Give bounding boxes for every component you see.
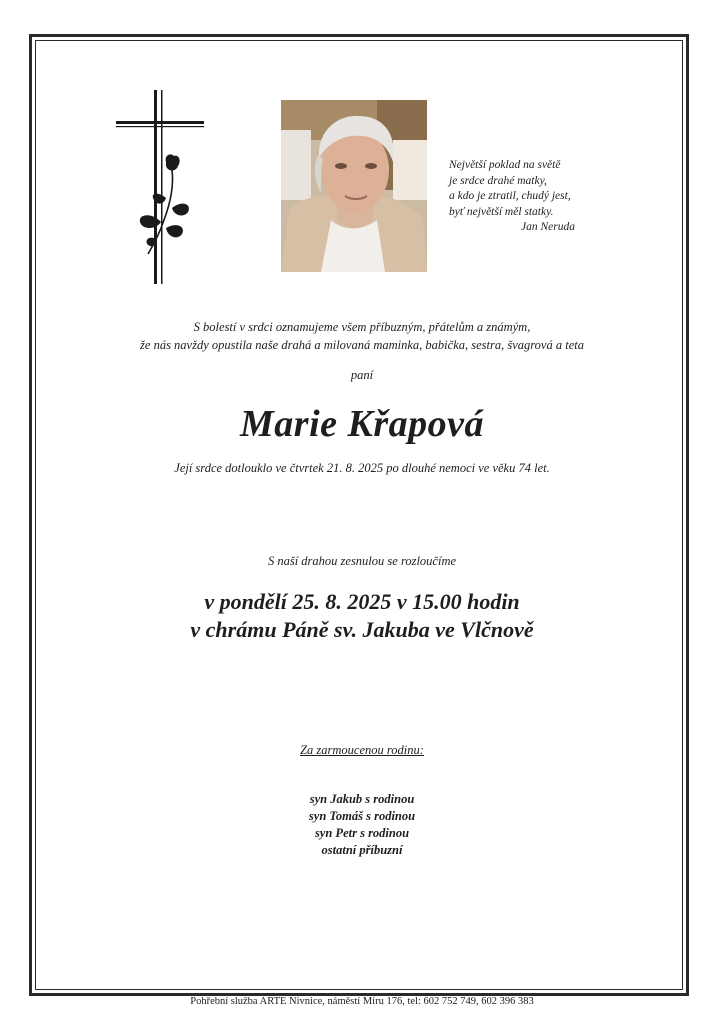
death-notice: Její srdce dotlouklo ve čtvrtek 21. 8. 2025 po dlouhé nemoci ve věku 74 let. — [174, 461, 550, 475]
family-member: syn Tomáš s rodinou — [308, 809, 416, 823]
intro-line-1: S bolestí v srdci oznamujeme všem příbuzným, přátelům a známým, — [193, 320, 531, 334]
intro-line-2: že nás navždy opustila naše drahá a milovaná maminka, babička, sestra, švagrová a teta — [140, 338, 584, 352]
quote-line: je srdce drahé matky, — [449, 174, 547, 187]
farewell-intro: S naší drahou zesnulou se rozloučíme — [267, 554, 457, 568]
quote-author: Jan Neruda — [521, 221, 575, 233]
title-word: paní — [350, 368, 374, 382]
family-member: syn Petr s rodinou — [314, 826, 410, 840]
intro-text — [40, 318, 684, 354]
family-member: syn Jakub s rodinou — [309, 792, 415, 806]
cross-with-rose-icon — [114, 86, 206, 286]
quote-block — [449, 158, 609, 236]
footer-funeral-service: Pohřební služba ARTE Nivnice, náměstí Míru 176, tel: 602 752 749, 602 396 383 — [190, 996, 534, 1007]
family-title: Za zarmoucenou rodinu: — [300, 743, 424, 757]
ceremony-datetime: v pondělí 25. 8. 2025 v 15.00 hodin — [204, 589, 520, 614]
family-members — [40, 791, 684, 859]
deceased-name: Marie Křapová — [240, 403, 484, 445]
family-member: ostatní příbuzní — [321, 843, 403, 857]
ceremony-place: v chrámu Páně sv. Jakuba ve Vlčnově — [190, 617, 534, 642]
quote-line: byť největší měl statky. — [449, 205, 554, 218]
quote-line: Největší poklad na světě — [449, 159, 561, 171]
ceremony-details — [40, 588, 684, 644]
portrait-photo — [281, 100, 427, 272]
quote-line: a kdo je ztratil, chudý jest, — [449, 190, 571, 202]
